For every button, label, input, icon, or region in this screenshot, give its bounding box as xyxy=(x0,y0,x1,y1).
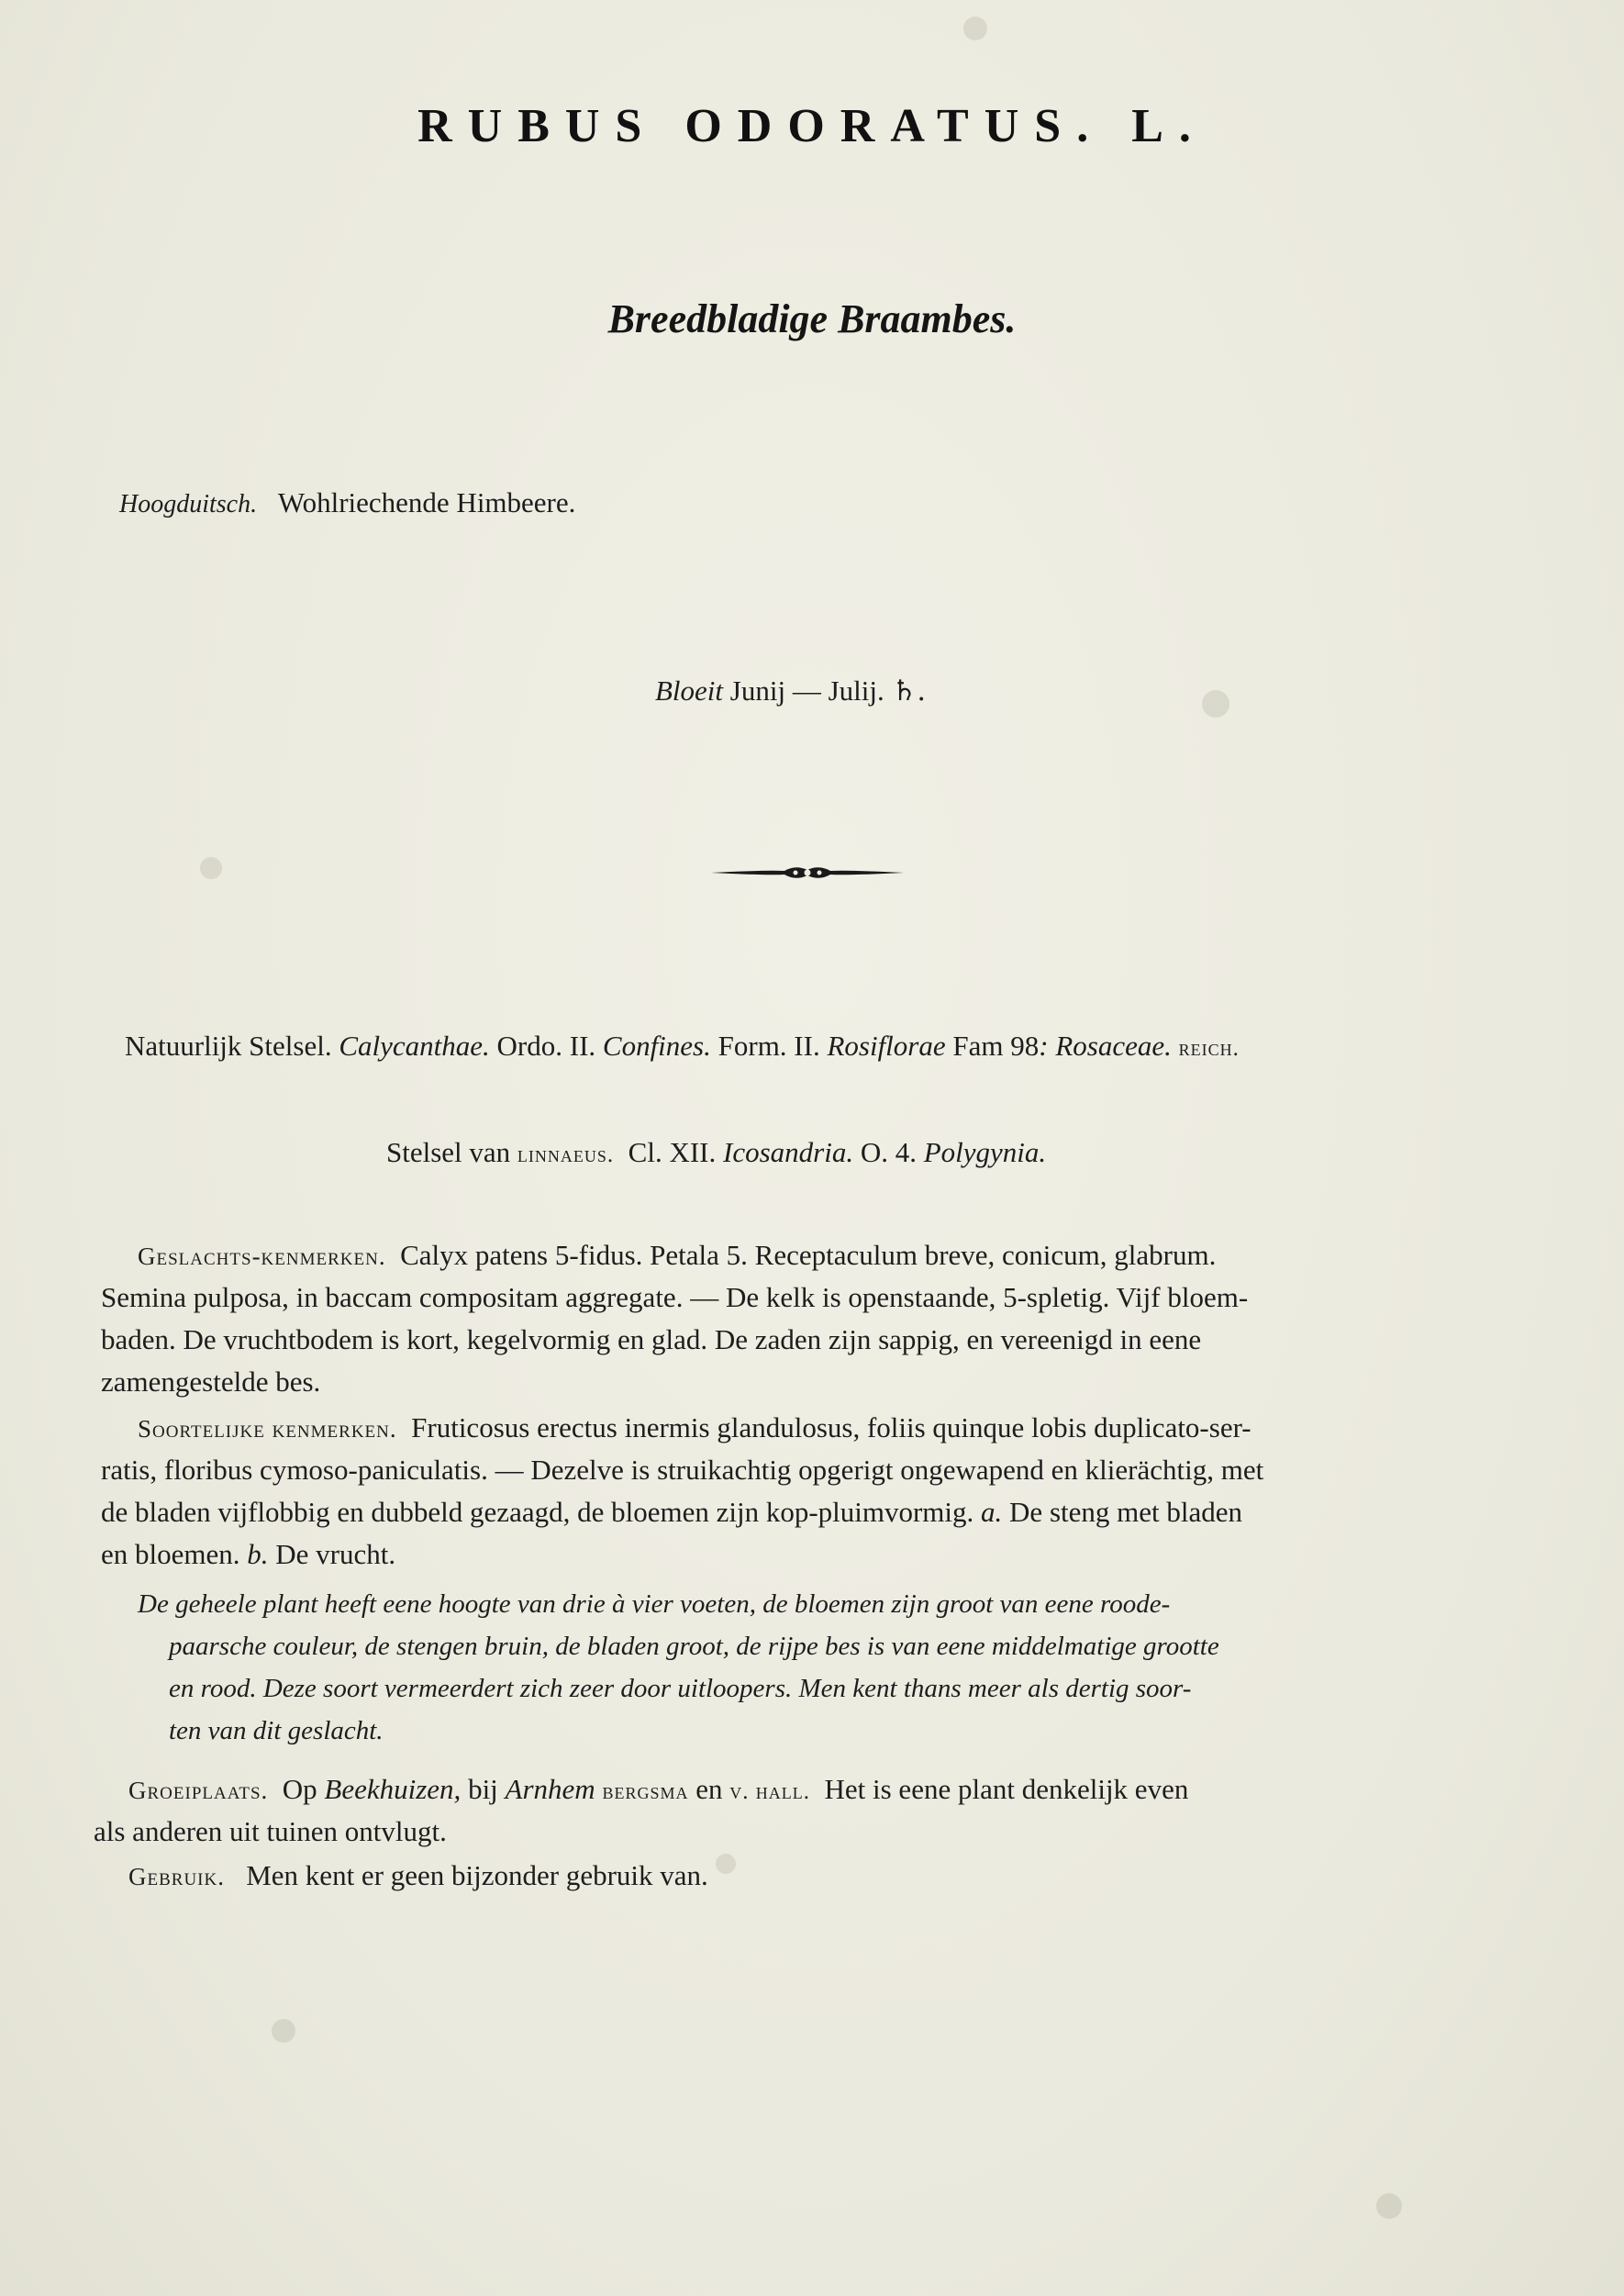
genus-line-2: Semina pulposa, in baccam compositam aggregate. — De kelk is openstaande, 5-spletig. Vijf bloem- xyxy=(101,1281,1249,1313)
foreign-name-label: Hoogduitsch. xyxy=(119,490,258,518)
species-text-4: en bloemen. xyxy=(101,1538,240,1570)
author-reich: reich. xyxy=(1178,1036,1240,1061)
paper-speck xyxy=(1376,2193,1402,2219)
foreign-name-line xyxy=(119,486,575,519)
habitat-text-rest: Het is eene plant denkelijk even xyxy=(824,1773,1189,1805)
linnaeus-line xyxy=(386,1136,1046,1169)
species-heading: Soortelijke kenmerken. xyxy=(138,1415,397,1443)
species-line-3 xyxy=(101,1496,1242,1529)
habitat-heading: Groeiplaats. xyxy=(128,1777,269,1804)
foreign-name-value: Wohlriechende Himbeere. xyxy=(277,486,576,518)
bloom-label: Bloeit xyxy=(655,674,724,707)
paper-speck xyxy=(200,857,222,879)
figure-ref-b: b. xyxy=(247,1538,269,1570)
habitat-line-2: als anderen uit tuinen ontvlugt. xyxy=(94,1815,447,1847)
shrub-symbol: ♄. xyxy=(891,674,927,708)
genus-text-1: Calyx patens 5-fidus. Petala 5. Receptaculum breve, conicum, glabrum. xyxy=(400,1239,1217,1271)
linnaeus-name: linnaeus. xyxy=(517,1142,615,1167)
note-line-3: en rood. Deze soort vermeerdert zich zeer door uitloopers. Men kent thans meer als dertig soor- xyxy=(169,1674,1192,1703)
place-beekhuizen: Beekhuizen, xyxy=(324,1773,462,1805)
ordo-name: Confines. xyxy=(602,1030,711,1062)
habitat-text-en: en xyxy=(695,1773,723,1805)
paper-speck xyxy=(272,2019,295,2043)
natural-system-line xyxy=(125,1030,1240,1063)
colon: : xyxy=(1039,1030,1049,1062)
paper-speck xyxy=(716,1854,736,1874)
genus-line-4: zamengestelde bes. xyxy=(101,1365,321,1398)
habitat-line-1 xyxy=(128,1773,1188,1806)
linnaeus-label: Stelsel van xyxy=(386,1136,511,1168)
note-line-4: ten van dit geslacht. xyxy=(169,1716,384,1745)
note-line-1: De geheele plant heeft eene hoogte van drie à vier voeten, de bloemen zijn groot van eene roode- xyxy=(138,1589,1171,1619)
place-arnhem: Arnhem xyxy=(505,1773,595,1805)
dutch-name: Breedbladige Braambes. xyxy=(607,296,1017,341)
linnaeus-order: O. 4. xyxy=(860,1136,917,1168)
family-number: Fam 98 xyxy=(952,1030,1040,1062)
form: Form. II. xyxy=(717,1030,820,1062)
page-title: RUBUS ODORATUS. L. xyxy=(417,100,1207,152)
form-name: Rosiflorae xyxy=(827,1030,946,1062)
linnaeus-order-name: Polygynia. xyxy=(923,1136,1047,1168)
species-line-1 xyxy=(138,1411,1251,1444)
figure-a-caption: De steng met bladen xyxy=(1009,1496,1242,1528)
species-line-4 xyxy=(101,1538,395,1571)
family-name: Rosaceae. xyxy=(1055,1030,1172,1062)
bloom-line xyxy=(655,674,926,708)
author-bergsma: bergsma xyxy=(602,1779,689,1804)
species-line-2: ratis, floribus cymoso-paniculatis. — Dezelve is struikachtig opgerigt ongewapend en klierächtig, met xyxy=(101,1454,1264,1486)
note-line-2: paarsche couleur, de stengen bruin, de bladen groot, de rijpe bes is van eene middelmatige grootte xyxy=(169,1632,1219,1661)
ornament-divider-icon xyxy=(711,859,904,886)
use-text: Men kent er geen bijzonder gebruik van. xyxy=(246,1859,708,1891)
use-line xyxy=(128,1859,708,1892)
paper-speck xyxy=(1202,690,1229,718)
figure-b-caption: De vrucht. xyxy=(275,1538,396,1570)
figure-ref-a: a. xyxy=(981,1496,1003,1528)
bloom-period: Junij — Julij. xyxy=(729,674,884,707)
habitat-text-op: Op xyxy=(282,1773,317,1805)
paper-speck xyxy=(963,17,987,40)
genus-line-3: baden. De vruchtbodem is kort, kegelvormig en glad. De zaden zijn sappig, en vereenigd in eene xyxy=(101,1323,1202,1355)
genus-line-1 xyxy=(138,1239,1505,1272)
use-heading: Gebruik. xyxy=(128,1863,225,1890)
linnaeus-class-name: Icosandria. xyxy=(723,1136,854,1168)
species-text-3: de bladen vijflobbig en dubbeld gezaagd, de bloemen zijn kop-pluimvormig. xyxy=(101,1496,974,1528)
genus-heading: Geslachts-kenmerken. xyxy=(138,1243,386,1270)
linnaeus-class: Cl. XII. xyxy=(628,1136,717,1168)
natural-system-label: Natuurlijk Stelsel. xyxy=(125,1030,332,1062)
author-v-hall: v. hall. xyxy=(729,1779,810,1804)
ordo: Ordo. II. xyxy=(496,1030,596,1062)
class-name: Calycanthae. xyxy=(339,1030,490,1062)
species-text-1: Fruticosus erectus inermis glandulosus, foliis quinque lobis duplicato-ser- xyxy=(411,1411,1251,1443)
habitat-text-bij: bij xyxy=(468,1773,498,1805)
